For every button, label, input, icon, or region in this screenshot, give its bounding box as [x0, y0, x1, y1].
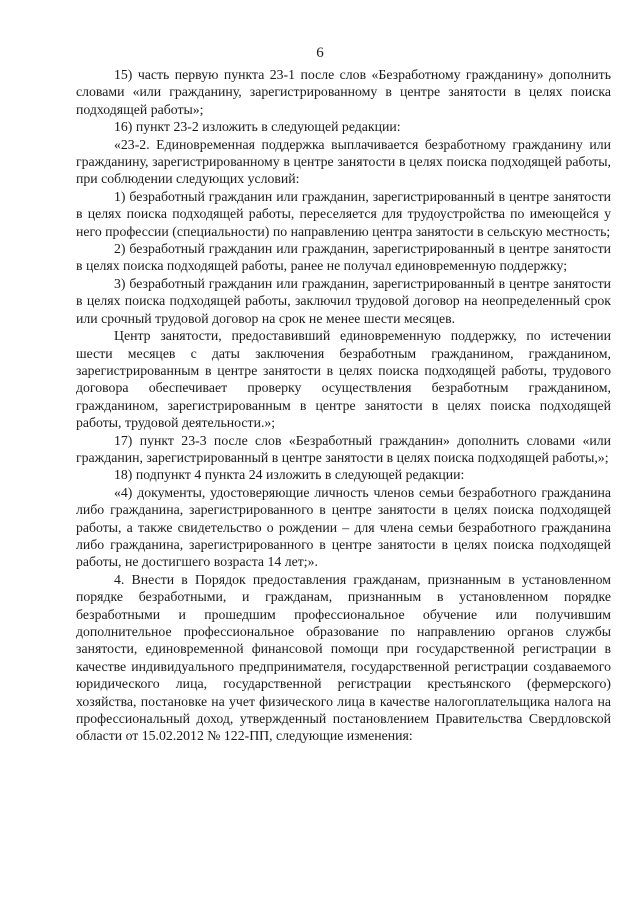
paragraph-condition-1: 1) безработный гражданин или гражданин, зарегистрированный в центре занятости в целях поиска подходящей работы, переселяется для трудоустройства по имеющейся у него профессии (специальности) по направлению центра занятости в сельскую местность; — [76, 188, 611, 239]
paragraph-item-15: 15) часть первую пункта 23-1 после слов «Безработному гражданину» дополнить словами «или гражданину, зарегистрированному в центре занятости в целях поиска подходящей работы»; — [76, 67, 611, 117]
paragraph-item-18: 18) подпункт 4 пункта 24 изложить в следующей редакции: — [114, 467, 465, 483]
document-body — [76, 66, 611, 745]
paragraph-item-17: 17) пункт 23-3 после слов «Безработный гражданин» дополнить словами «или гражданин, зарегистрированный в центре занятости в целях поиска подходящей работы,»; — [76, 432, 611, 465]
paragraph-subclause-4: «4) документы, удостоверяющие личность членов семьи безработного гражданина либо гражданина, зарегистрированного в центре занятости в целях поиска подходящей работы, а также свидетельство о рождении – для члена семьи безработного гражданина либо гражданина, зарегистрированного в центре занятости в целях поиска подходящей работы, не достигшего возраста 14 лет;». — [76, 484, 611, 570]
paragraph-section-4: 4. Внести в Порядок предоставления гражданам, признанным в установленном порядке безработными, и гражданам, признанным в установленном порядке безработными и прошедшим профессиональное обучение или получившим дополнительное профессиональное образование по направлению органов службы занятости, единовременной финансовой помощи при государственной регистрации в качестве индивидуального предпринимателя, государственной регистрации создаваемого юридического лица, государственной регистрации крестьянского (фермерского) хозяйства, постановке на учет физического лица в качестве налогоплательщика налога на профессиональный доход, утвержденный постановлением Правительства Свердловской области от 15.02.2012 № 122-ПП, следующие изменения: — [76, 571, 611, 744]
page-number: 6 — [316, 45, 324, 61]
paragraph-condition-2: 2) безработный гражданин или гражданин, зарегистрированный в центре занятости в целях поиска подходящей работы, ранее не получал единовременную поддержку; — [76, 241, 611, 274]
paragraph-condition-3: 3) безработный гражданин или гражданин, зарегистрированный в центре занятости в целях поиска подходящей работы, заключил трудовой договор на неопределенный срок или срочный трудовой договор на срок не менее шести месяцев. — [76, 275, 611, 326]
paragraph-verification: Центр занятости, предоставивший единовременную поддержку, по истечении шести месяцев с даты заключения безработным гражданином, гражданином, зарегистрированным в центре занятости в целях поиска подходящей работы, трудового договора обеспечивает проверку осуществления безработным гражданином, гражданином, зарегистрированным в центре занятости в целях поиска подходящей работы, трудовой деятельности.»; — [76, 328, 611, 431]
paragraph-clause-23-2: «23-2. Единовременная поддержка выплачивается безработному гражданину или гражданину, зарегистрированному в центре занятости в целях поиска подходящей работы, при соблюдении следующих условий: — [76, 136, 611, 187]
paragraph-item-16: 16) пункт 23-2 изложить в следующей редакции: — [114, 119, 401, 135]
